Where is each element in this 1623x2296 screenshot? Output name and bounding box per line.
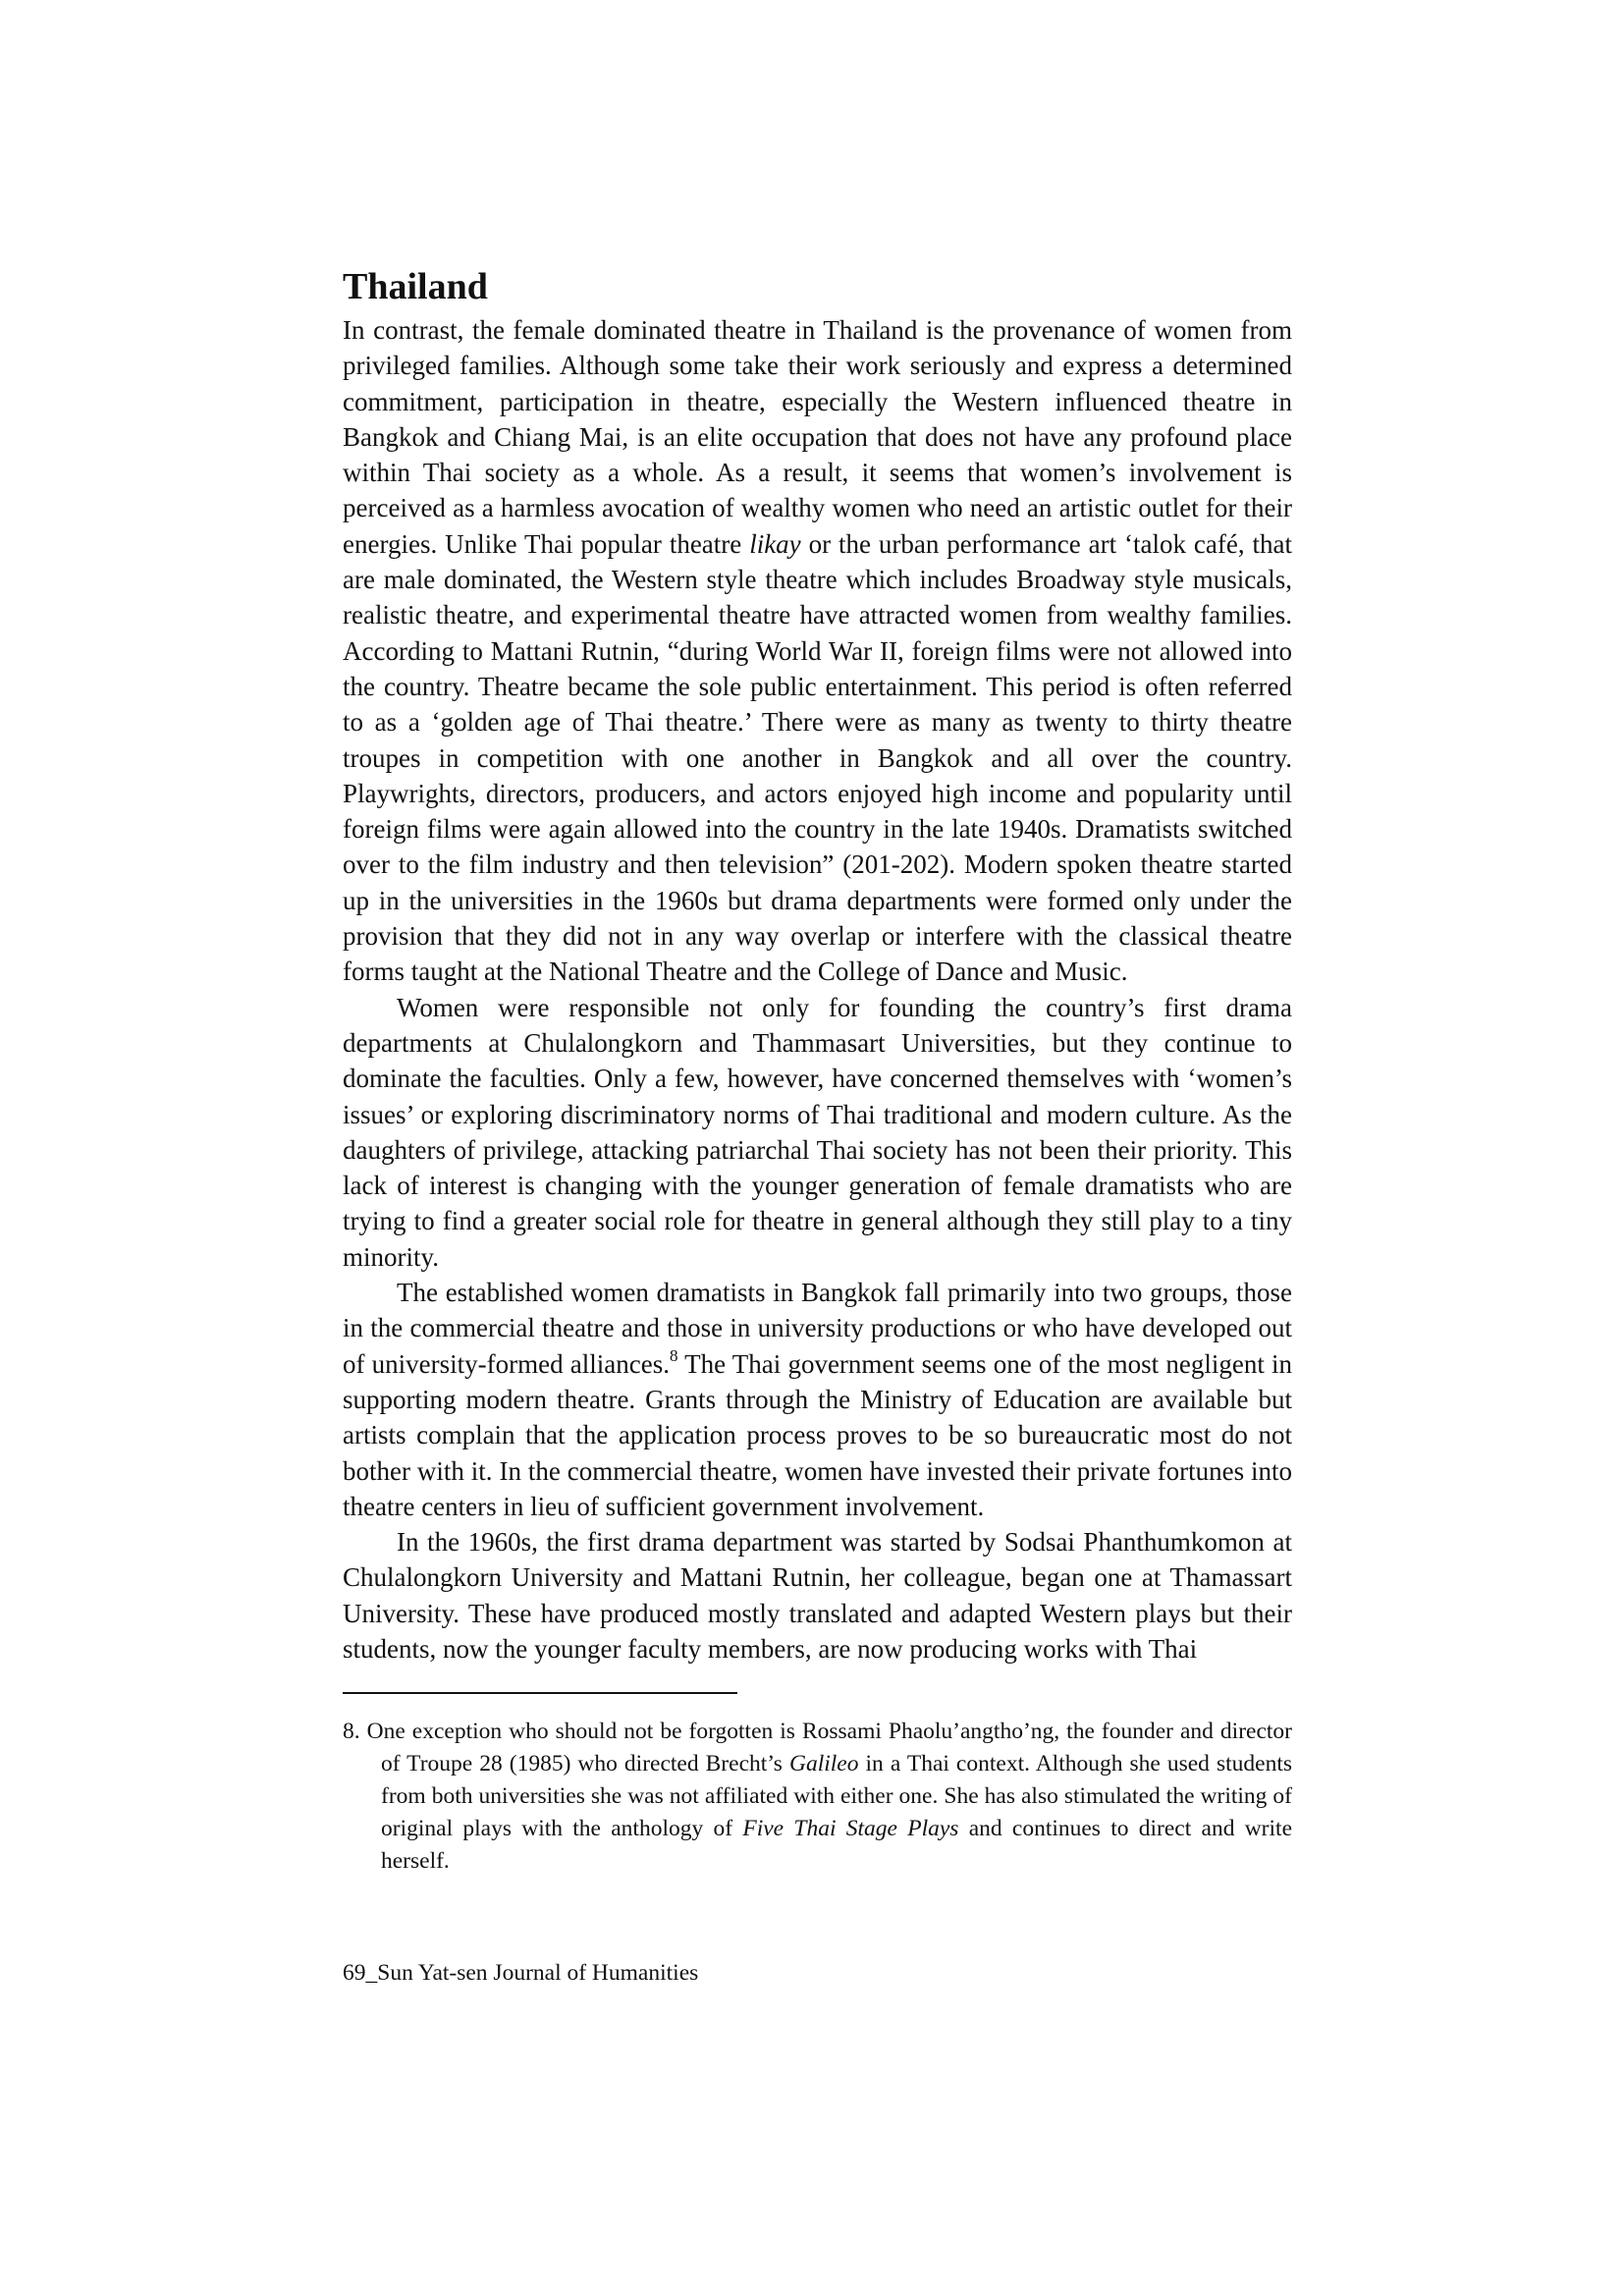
paragraph-2: Women were responsible not only for founding the country’s first drama departments at Chulalongkorn and Thammasart Universities, but they continue to dominate the faculties. Only a few, however, have concerned themselves with ‘women’s issues’ or exploring discriminatory norms of Thai traditional and modern culture. As the daughters of privilege, attacking patriarchal Thai society has not been their priority. This lack of interest is changing with the younger generation of female dramatists who are trying to find a greater social role for theatre in general although they still play to a tiny minority. xyxy=(343,992,1292,1272)
footnote-divider xyxy=(343,1692,737,1694)
paragraph-1-text-b: or the urban performance art ‘talok café, that are male dominated, the Western style theatre which includes Broadway style musicals, realistic theatre, and experimental theatre have attracted women from wealthy families. According to Mattani Rutnin, “during World War II, foreign films were not allowed into the country. Theatre became the sole public entertainment. This period is often referred to as a ‘golden age of Thai theatre.’ There were as many as twenty to thirty theatre troupes in competition with one another in Bangkok and all over the country. Playwrights, directors, producers, and actors enjoyed high income and popularity until foreign films were again allowed into the country in the late 1940s. Dramatists switched over to the film industry and then television” (201-202). Modern spoken theatre started up in the universities in the 1960s but drama departments were formed only under the provision that they did not in any way overlap or interfere with the classical theatre forms taught at the National Theatre and the College of Dance and Music. xyxy=(343,528,1292,987)
paragraph-3-text-a: The established women dramatists in Bangkok fall primarily into two groups, those in the commercial theatre and those in university productions or who have developed out of university-formed alliances. xyxy=(343,1278,1292,1379)
footnote-italic-title-1: Galileo xyxy=(788,1751,859,1777)
footnote-text-b: in a Thai context. Although she used students from both universities she was not affiliated with either one. She has also stimulated the writing of original plays with the anthology of xyxy=(381,1751,1292,1842)
footnote-number: 8. xyxy=(343,1719,360,1745)
paragraph-1-italic-term: likay xyxy=(749,528,801,559)
paragraph-4: In the 1960s, the first drama department was started by Sodsai Phanthumkomon at Chulalongkorn University and Mattani Rutnin, her colleague, began one at Thamassart University. These have produced mostly translated and adapted Western plays but their students, now the younger faculty members, are now producing works with Thai xyxy=(343,1527,1292,1664)
footnote-text-a: One exception who should not be forgotten is Rossami Phaolu’angtho’ng, the founder and director of Troupe 28 (1985) who directed Brecht’s xyxy=(359,1719,1292,1777)
footnote-8 xyxy=(343,1716,1292,1878)
footnote-reference[interactable]: 8 xyxy=(669,1345,678,1365)
footnote-italic-title-2: Five Thai Stage Plays xyxy=(742,1816,959,1842)
paragraph-1-text-a: In contrast, the female dominated theatre in Thailand is the provenance of women from privileged families. Although some take their work seriously and express a determined commitment, participation in theatre, especially the Western influenced theatre in Bangkok and Chiang Mai, is an elite occupation that does not have any profound place within Thai society as a whole. As a result, it seems that women’s involvement is perceived as a harmless avocation of wealthy women who need an artistic outlet for their energies. Unlike Thai popular theatre xyxy=(343,315,1292,559)
footnote-text-c: and continues to direct and write herself. xyxy=(381,1816,1292,1875)
section-heading: Thailand xyxy=(343,266,488,307)
paragraph-3-text-b: The Thai government seems one of the most negligent in supporting modern theatre. Grants through the Ministry of Education are available but artists complain that the application process proves to be so bureaucratic most do not bother with it. In the commercial theatre, women have invested their private fortunes into theatre centers in lieu of sufficient government involvement. xyxy=(343,1348,1292,1521)
running-footer: 69_Sun Yat-sen Journal of Humanities xyxy=(343,1960,699,1986)
page-body xyxy=(343,263,1292,1878)
paragraph-3 xyxy=(343,1275,1292,1524)
paragraph-1 xyxy=(343,312,1292,990)
